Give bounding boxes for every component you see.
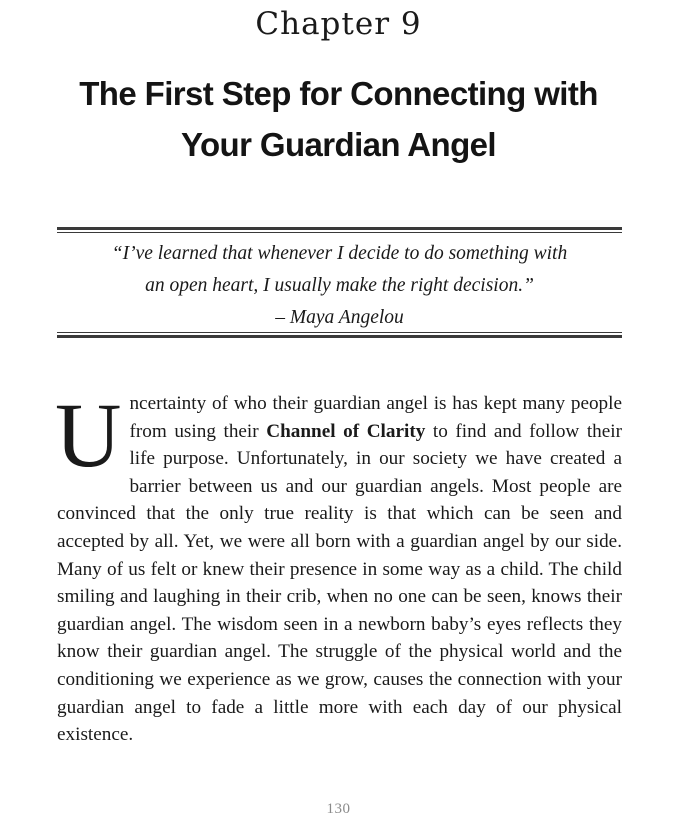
body-paragraph	[55, 384, 623, 749]
chapter-title-line-1: The First Step for Connecting with	[79, 75, 598, 112]
epigraph-quote	[57, 238, 622, 334]
epigraph-attribution: – Maya Angelou	[275, 307, 404, 328]
chapter-label: Chapter 9	[255, 6, 422, 42]
chapter-title	[0, 68, 677, 170]
epigraph-line-2: an open heart, I usually make the right decision.”	[145, 275, 534, 296]
body-text-part-2: to find and follow their life purpose. Unfortunately, in our society we have created a barrier between us and our guardian angels. Most people are convinced that the only true reality is that which can be seen and accepted by all. Yet, we were all born with a guardian angel by our side. Many of us felt or knew their presence in some way as a child. The child smiling and laughing in their crib, when no one can be seen, knows their guardian angel. The wisdom seen in a newborn baby’s eyes reflects they know their guardian angel. The struggle of the physical world and the conditioning we experience as we grow, causes the connection with your guardian angel to fade a little more with each day of our physical existence.	[57, 420, 623, 746]
drop-cap: U	[55, 384, 122, 486]
epigraph-top-rule	[57, 227, 622, 233]
chapter-title-line-2: Your Guardian Angel	[181, 126, 496, 163]
page-number: 130	[326, 801, 351, 817]
bold-phrase: Channel of Clarity	[266, 420, 426, 442]
epigraph-line-1: “I’ve learned that whenever I decide to do something with	[111, 243, 568, 264]
body-text-part-1: ncertainty of who their guardian angel is has kept many people from using their	[129, 393, 622, 442]
epigraph-bottom-rule	[57, 332, 622, 338]
